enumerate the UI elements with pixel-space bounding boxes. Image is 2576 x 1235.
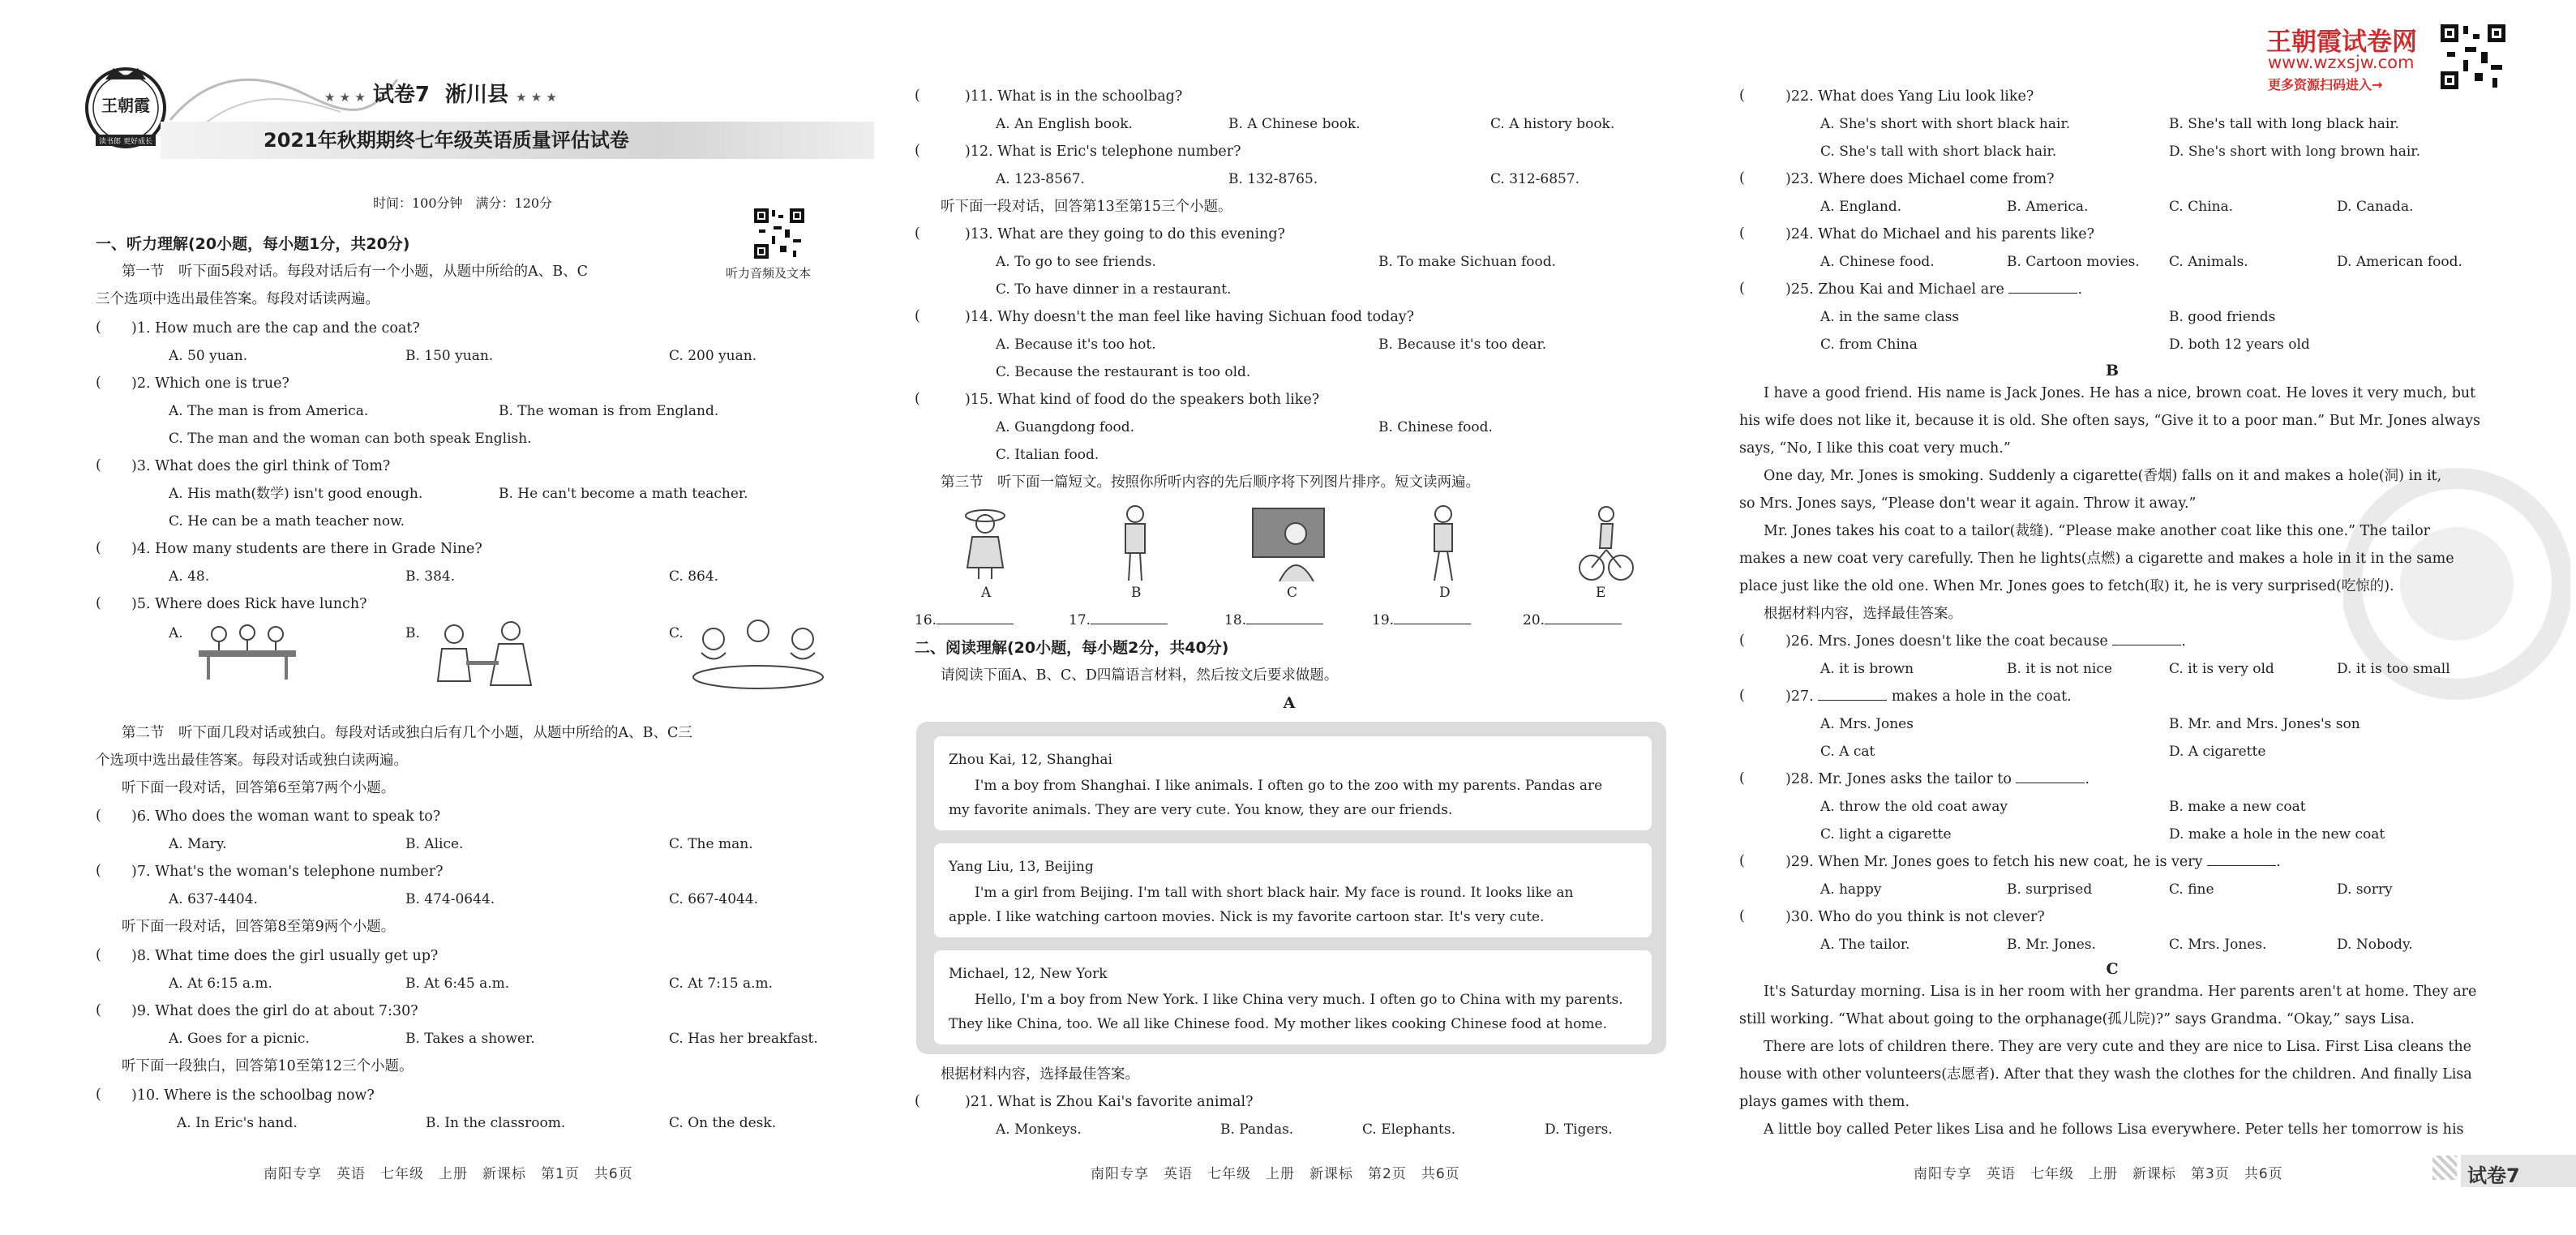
q29-option-d[interactable]: D. sorry: [2337, 881, 2393, 898]
question-2: )2. Which one is true?: [131, 375, 289, 392]
instr-6-7: 听下面一段对话，回答第6至第7两个小题。: [122, 780, 396, 796]
q8-option-c[interactable]: C. At 7:15 a.m.: [669, 976, 774, 992]
q12-option-c[interactable]: C. 312-6857.: [1490, 171, 1580, 187]
q21-option-c[interactable]: C. Elephants.: [1362, 1121, 1455, 1138]
q28-option-b[interactable]: B. make a new coat: [2169, 799, 2306, 815]
question-3: )3. What does the girl think of Tom?: [131, 458, 391, 474]
q3-option-c[interactable]: C. He can be a math teacher now.: [169, 513, 405, 530]
card-line-1: I'm a girl from Beijing. I'm tall with short black hair. My face is round. It looks like an: [975, 885, 1574, 901]
q3-option-b[interactable]: B. He can't become a math teacher.: [499, 486, 748, 502]
q26-option-b[interactable]: B. it is not nice: [2007, 661, 2112, 677]
q10-option-c[interactable]: C. On the desk.: [669, 1115, 777, 1131]
answer-bracket[interactable]: (: [1739, 225, 1745, 242]
q11-option-b[interactable]: B. A Chinese book.: [1228, 116, 1361, 132]
q11-option-a[interactable]: A. An English book.: [996, 116, 1133, 132]
logo-tag: 读书郎 更好成长: [99, 138, 152, 146]
passage-c-line: There are lots of children there. They are very cute and they are nice to Lisa. First Lisa cleans the: [1764, 1039, 2471, 1055]
q24-option-a[interactable]: A. Chinese food.: [1820, 254, 1935, 270]
card-line-2: They like China, too. We all like Chinese food. My mother likes cooking Chinese food at home.: [949, 1016, 1607, 1032]
q13-option-b[interactable]: B. To make Sichuan food.: [1378, 254, 1557, 270]
passage-c-label: C: [2106, 960, 2119, 978]
q11-option-c[interactable]: C. A history book.: [1490, 116, 1615, 132]
q30-option-a[interactable]: A. The tailor.: [1820, 937, 1910, 953]
profile-card-yang-liu: [934, 843, 1652, 937]
answer-bracket[interactable]: (: [96, 457, 101, 474]
q26-option-c[interactable]: C. it is very old: [2169, 661, 2274, 677]
card-line-2: apple. I like watching cartoon movies. Nick is my favorite cartoon star. It's very cute.: [949, 909, 1545, 925]
question-28: )28. Mr. Jones asks the tailor to .: [1785, 771, 2090, 787]
instr-8-9: 听下面一段对话，回答第8至第9两个小题。: [122, 919, 396, 935]
question-26: )26. Mrs. Jones doesn't like the coat because .: [1785, 633, 2186, 650]
brand-slogan: 更多资源扫码进入→: [2268, 77, 2383, 92]
q23-option-c[interactable]: C. China.: [2169, 199, 2234, 215]
profile-card-zhou-kai: [934, 736, 1652, 830]
passage-c-line: A little boy called Peter likes Lisa and he follows Lisa everywhere. Peter tells her tomorrow is his: [1764, 1121, 2464, 1138]
passage-b-line: his wife does not like it, because it is old. She often says, “Give it to a poor man.” But Mr. Jones always: [1739, 413, 2480, 429]
section-2-instr: 请阅读下面A、B、C、D四篇语言材料，然后按文后要求做题。: [941, 667, 1339, 684]
qr-label: 听力音频及文本: [726, 266, 812, 281]
question-25: )25. Zhou Kai and Michael are .: [1785, 281, 2083, 298]
question-5: )5. Where does Rick have lunch?: [131, 596, 367, 612]
card-line-1: Hello, I'm a boy from New York. I like China very much. I often go to China with my parents.: [975, 992, 1623, 1008]
card-line-1: I'm a boy from Shanghai. I like animals. I often go to the zoo with my parents. Pandas are: [975, 778, 1603, 794]
q30-option-c[interactable]: C. Mrs. Jones.: [2169, 937, 2267, 953]
q4-option-c[interactable]: C. 864.: [669, 568, 719, 585]
passage-b-line: says, “No, I like this coat very much.”: [1739, 440, 2011, 457]
passage-b-label: B: [2105, 362, 2120, 380]
question-6: )6. Who does the woman want to speak to?: [131, 808, 441, 825]
q28-option-a[interactable]: A. throw the old coat away: [1820, 799, 2008, 815]
answer-bracket[interactable]: (: [915, 225, 920, 242]
q8-option-b[interactable]: B. At 6:45 a.m.: [405, 976, 510, 992]
passage-c-line: It's Saturday morning. Lisa is in her room with her grandma. Her parents aren't at home. They are: [1764, 984, 2477, 1000]
q25-option-b[interactable]: B. good friends: [2169, 309, 2276, 325]
question-30: )30. Who do you think is not clever?: [1785, 909, 2045, 925]
answer-bracket[interactable]: (: [1739, 281, 1745, 297]
question-27: )27. makes a hole in the coat.: [1785, 688, 2072, 705]
home-dining-picture: [422, 616, 551, 693]
pic-label-a: A: [981, 585, 992, 601]
question-12: )12. What is Eric's telephone number?: [965, 144, 1241, 160]
q2-option-a[interactable]: A. The man is from America.: [169, 403, 369, 419]
answer-blank-20[interactable]: 20.: [1523, 611, 1622, 629]
answer-bracket[interactable]: (: [96, 540, 101, 556]
q10-option-a[interactable]: A. In Eric's hand.: [177, 1115, 298, 1131]
q25-option-a[interactable]: A. in the same class: [1820, 309, 1960, 325]
q27-option-b[interactable]: B. Mr. and Mrs. Jones's son: [2169, 716, 2360, 732]
q24-option-d[interactable]: D. American food.: [2337, 254, 2462, 270]
answer-bracket[interactable]: (: [96, 595, 101, 611]
q6-option-c[interactable]: C. The man.: [669, 836, 753, 852]
card-heading: Zhou Kai, 12, Shanghai: [949, 752, 1112, 768]
q25-option-c[interactable]: C. from China: [1820, 337, 1918, 353]
q4-option-b[interactable]: B. 384.: [405, 568, 456, 585]
question-22: )22. What does Yang Liu look like?: [1785, 88, 2034, 105]
passage-a-label: A: [1283, 694, 1296, 712]
brand-name[interactable]: 王朝霞试卷网: [2266, 28, 2417, 57]
q15-option-c[interactable]: C. Italian food.: [996, 447, 1099, 463]
pic-label-b: B: [1131, 585, 1142, 601]
profile-card-michael: [934, 950, 1652, 1044]
q15-option-b[interactable]: B. Chinese food.: [1378, 419, 1493, 435]
boy-walking-picture: [1423, 503, 1464, 584]
section-1-title: 一、听力理解(20小题，每小题1分，共20分): [96, 235, 410, 253]
q22-option-c[interactable]: C. She's tall with short black hair.: [1820, 144, 2057, 160]
q1-option-a[interactable]: A. 50 yuan.: [169, 348, 248, 364]
question-8: )8. What time does the girl usually get up?: [131, 948, 439, 964]
q14-option-b[interactable]: B. Because it's too dear.: [1378, 337, 1547, 353]
pic-label-c: C: [1287, 585, 1298, 601]
time-info: 时间：100分钟 满分：120分: [373, 195, 553, 211]
corner-paper-label: 试卷7: [2461, 1155, 2576, 1187]
answer-bracket[interactable]: (: [1739, 633, 1745, 649]
passage-c-line: house with other volunteers(志愿者). After that they wash the clothes for the children. And finally Lisa: [1739, 1066, 2472, 1083]
question-9: )9. What does the girl do at about 7:30?: [131, 1003, 418, 1019]
brand-url[interactable]: www.wzxsjw.com: [2268, 53, 2415, 72]
boy-standing-picture: [1115, 503, 1155, 584]
answer-bracket[interactable]: (: [96, 319, 101, 336]
canteen-picture: [191, 618, 304, 683]
answer-bracket[interactable]: (: [1739, 170, 1745, 187]
answer-blank-17[interactable]: 17.: [1069, 611, 1168, 629]
answer-bracket[interactable]: (: [96, 1087, 101, 1103]
q25-option-d[interactable]: D. both 12 years old: [2169, 337, 2310, 353]
q21-option-d[interactable]: D. Tigers.: [1545, 1121, 1613, 1138]
q12-option-b[interactable]: B. 132-8765.: [1228, 171, 1318, 187]
choose-instr: 根据材料内容，选择最佳答案。: [941, 1066, 1139, 1083]
passage-b-line: One day, Mr. Jones is smoking. Suddenly a cigarette(香烟) falls on it and makes a hole(洞) in it,: [1764, 468, 2442, 484]
answer-blank-18[interactable]: 18.: [1224, 611, 1323, 629]
question-24: )24. What do Michael and his parents like?: [1785, 226, 2094, 242]
q26-option-d[interactable]: D. it is too small: [2337, 661, 2450, 677]
card-line-2: my favorite animals. They are very cute. You know, they are our friends.: [949, 802, 1453, 818]
q9-option-c[interactable]: C. Has her breakfast.: [669, 1031, 818, 1047]
q14-option-c[interactable]: C. Because the restaurant is too old.: [996, 364, 1251, 380]
logo-name: 王朝霞: [101, 96, 150, 115]
answer-blank-19[interactable]: 19.: [1372, 611, 1471, 629]
q29-option-a[interactable]: A. happy: [1820, 881, 1882, 898]
q23-option-b[interactable]: B. America.: [2007, 199, 2089, 215]
answer-bracket[interactable]: (: [915, 143, 920, 159]
q23-option-a[interactable]: A. England.: [1820, 199, 1902, 215]
q12-option-a[interactable]: A. 123-8567.: [996, 171, 1085, 187]
q5-option-a[interactable]: A.: [169, 625, 183, 641]
q29-option-b[interactable]: B. surprised: [2007, 881, 2093, 898]
q26-option-a[interactable]: A. it is brown: [1820, 661, 1914, 677]
girl-on-bike-picture: [1577, 503, 1634, 584]
q30-option-d[interactable]: D. Nobody.: [2337, 937, 2413, 953]
answer-bracket[interactable]: (: [1739, 688, 1745, 704]
q13-option-c[interactable]: C. To have dinner in a restaurant.: [996, 281, 1232, 298]
q24-option-c[interactable]: C. Animals.: [2169, 254, 2248, 270]
q14-option-a[interactable]: A. Because it's too hot.: [996, 337, 1156, 353]
part-2-instr-2: 个选项中选出最佳答案。每段对话或独白读两遍。: [96, 753, 408, 769]
restaurant-picture: [681, 616, 835, 701]
question-23: )23. Where does Michael come from?: [1785, 171, 2055, 187]
brand-qr-code-icon[interactable]: [2439, 23, 2507, 91]
q27-option-a[interactable]: A. Mrs. Jones: [1820, 716, 1914, 732]
question-15: )15. What kind of food do the speakers both like?: [965, 392, 1320, 408]
answer-bracket[interactable]: (: [1739, 770, 1745, 787]
passage-b-line: so Mrs. Jones says, “Please don't wear it again. Throw it away.”: [1739, 495, 2197, 512]
q24-option-b[interactable]: B. Cartoon movies.: [2007, 254, 2140, 270]
q21-option-b[interactable]: B. Pandas.: [1220, 1121, 1294, 1138]
q5-option-c[interactable]: C.: [669, 625, 684, 641]
q7-option-b[interactable]: B. 474-0644.: [405, 891, 495, 907]
page-3: [1727, 0, 2497, 1235]
question-13: )13. What are they going to do this evening?: [965, 226, 1285, 242]
q9-option-a[interactable]: A. Goes for a picnic.: [169, 1031, 310, 1047]
passage-b-line: Mr. Jones takes his coat to a tailor(裁缝). “Please make another coat like this one.” The tailor: [1764, 523, 2430, 539]
question-21: )21. What is Zhou Kai's favorite animal?: [965, 1094, 1254, 1110]
question-14: )14. Why doesn't the man feel like having Sichuan food today?: [965, 309, 1415, 325]
q1-option-c[interactable]: C. 200 yuan.: [669, 348, 757, 364]
question-4: )4. How many students are there in Grade Nine?: [131, 541, 482, 557]
passage-b-line: place just like the old one. When Mr. Jones goes to fetch(取) it, he is very surprised(吃惊的).: [1739, 578, 2394, 594]
passage-c-line: plays games with them.: [1739, 1094, 1910, 1110]
passage-c-line: still working. “What about going to the orphanage(孤儿院)?” says Grandma. “Okay,” says Lisa.: [1739, 1011, 2415, 1027]
question-29: )29. When Mr. Jones goes to fetch his new coat, he is very .: [1785, 854, 2281, 870]
qr-code-icon[interactable]: [752, 207, 806, 260]
instr-10-12: 听下面一段独白，回答第10至第12三个小题。: [122, 1058, 414, 1074]
question-11: )11. What is in the schoolbag?: [965, 88, 1183, 105]
answer-bracket[interactable]: (: [915, 88, 920, 104]
girl-with-hat-picture: [961, 504, 1009, 581]
q8-option-a[interactable]: A. At 6:15 a.m.: [169, 976, 272, 992]
answer-bracket[interactable]: (: [96, 1002, 101, 1018]
passage-b-line: makes a new coat very carefully. Then he lights(点燃) a cigarette and makes a hole in it in the same: [1739, 551, 2454, 567]
answer-bracket[interactable]: (: [96, 808, 101, 824]
part-1-instr-2: 三个选项中选出最佳答案。每段对话读两遍。: [96, 291, 379, 307]
answer-bracket[interactable]: (: [1739, 88, 1745, 104]
answer-bracket[interactable]: (: [96, 947, 101, 963]
q9-option-b[interactable]: B. Takes a shower.: [405, 1031, 535, 1047]
question-7: )7. What's the woman's telephone number?: [131, 864, 444, 880]
answer-bracket[interactable]: (: [915, 391, 920, 407]
instr-13-15: 听下面一段对话，回答第13至第15三个小题。: [941, 199, 1232, 215]
q22-option-d[interactable]: D. She's short with long brown hair.: [2169, 144, 2420, 160]
paper-heading: ★ ★ ★ 试卷7 淅川县 ★ ★ ★: [324, 83, 557, 107]
q10-option-b[interactable]: B. In the classroom.: [426, 1115, 566, 1131]
corner-decoration: [2432, 1156, 2457, 1180]
q4-option-a[interactable]: A. 48.: [169, 568, 210, 585]
teacher-picture: [1249, 504, 1330, 581]
section-2-title: 二、阅读理解(20小题，每小题2分，共40分): [915, 639, 1229, 657]
page-footer-1: 南阳专享 英语 七年级 上册 新课标 第1页 共6页: [264, 1166, 633, 1182]
publisher-logo: [81, 63, 170, 152]
q3-option-a[interactable]: A. His math(数学) isn't good enough.: [169, 486, 423, 502]
q6-option-a[interactable]: A. Mary.: [169, 836, 227, 852]
q29-option-c[interactable]: C. fine: [2169, 881, 2214, 898]
answer-bracket[interactable]: (: [915, 1093, 920, 1109]
page-2: [908, 0, 1670, 1235]
answer-bracket[interactable]: (: [915, 308, 920, 324]
card-heading: Michael, 12, New York: [949, 966, 1108, 982]
q1-option-b[interactable]: B. 150 yuan.: [405, 348, 494, 364]
part-2-instr-1: 第二节 听下面几段对话或独白。每段对话或独白后有几个小题，从题中所给的A、B、C三: [122, 725, 692, 741]
q27-option-c[interactable]: C. A cat: [1820, 744, 1875, 760]
q28-option-d[interactable]: D. make a hole in the new coat: [2169, 826, 2385, 843]
q21-option-a[interactable]: A. Monkeys.: [996, 1121, 1082, 1138]
q15-option-a[interactable]: A. Guangdong food.: [996, 419, 1134, 435]
question-10: )10. Where is the schoolbag now?: [131, 1087, 375, 1104]
q28-option-c[interactable]: C. light a cigarette: [1820, 826, 1952, 843]
q7-option-c[interactable]: C. 667-4044.: [669, 891, 759, 907]
q23-option-d[interactable]: D. Canada.: [2337, 199, 2414, 215]
q30-option-b[interactable]: B. Mr. Jones.: [2007, 937, 2096, 953]
q5-option-b[interactable]: B.: [405, 625, 420, 641]
question-1: )1. How much are the cap and the coat?: [131, 320, 420, 337]
card-heading: Yang Liu, 13, Beijing: [949, 859, 1094, 875]
answer-blank-16[interactable]: 16.: [915, 611, 1014, 629]
q22-option-b[interactable]: B. She's tall with long black hair.: [2169, 116, 2399, 132]
part-1-instr-1: 第一节 听下面5段对话。每段对话后有一个小题，从题中所给的A、B、C: [122, 264, 589, 280]
q2-option-b[interactable]: B. The woman is from England.: [499, 403, 719, 419]
page-1: [89, 0, 851, 1235]
q13-option-a[interactable]: A. To go to see friends.: [996, 254, 1156, 270]
part-3-instr: 第三节 听下面一篇短文。按照你所听内容的先后顺序将下列图片排序。短文读两遍。: [941, 474, 1480, 491]
answer-bracket[interactable]: (: [96, 863, 101, 879]
q7-option-a[interactable]: A. 637-4404.: [169, 891, 258, 907]
choose-instr-b: 根据材料内容，选择最佳答案。: [1764, 606, 1962, 622]
passage-b-line: I have a good friend. His name is Jack Jones. He has a nice, brown coat. He loves it very much, but: [1764, 385, 2476, 401]
pic-label-e: E: [1596, 585, 1606, 601]
q6-option-b[interactable]: B. Alice.: [405, 836, 464, 852]
page-footer-2: 南阳专享 英语 七年级 上册 新课标 第2页 共6页: [1091, 1166, 1460, 1182]
q2-option-c[interactable]: C. The man and the woman can both speak English.: [169, 431, 532, 447]
answer-bracket[interactable]: (: [1739, 908, 1745, 924]
page-footer-3: 南阳专享 英语 七年级 上册 新课标 第3页 共6页: [1914, 1166, 2283, 1182]
q27-option-d[interactable]: D. A cigarette: [2169, 744, 2266, 760]
q22-option-a[interactable]: A. She's short with short black hair.: [1820, 116, 2071, 132]
answer-bracket[interactable]: (: [1739, 853, 1745, 869]
paper-title: 2021年秋期期终七年级英语质量评估试卷: [264, 129, 629, 152]
pic-label-d: D: [1439, 585, 1451, 601]
answer-bracket[interactable]: (: [96, 375, 101, 391]
